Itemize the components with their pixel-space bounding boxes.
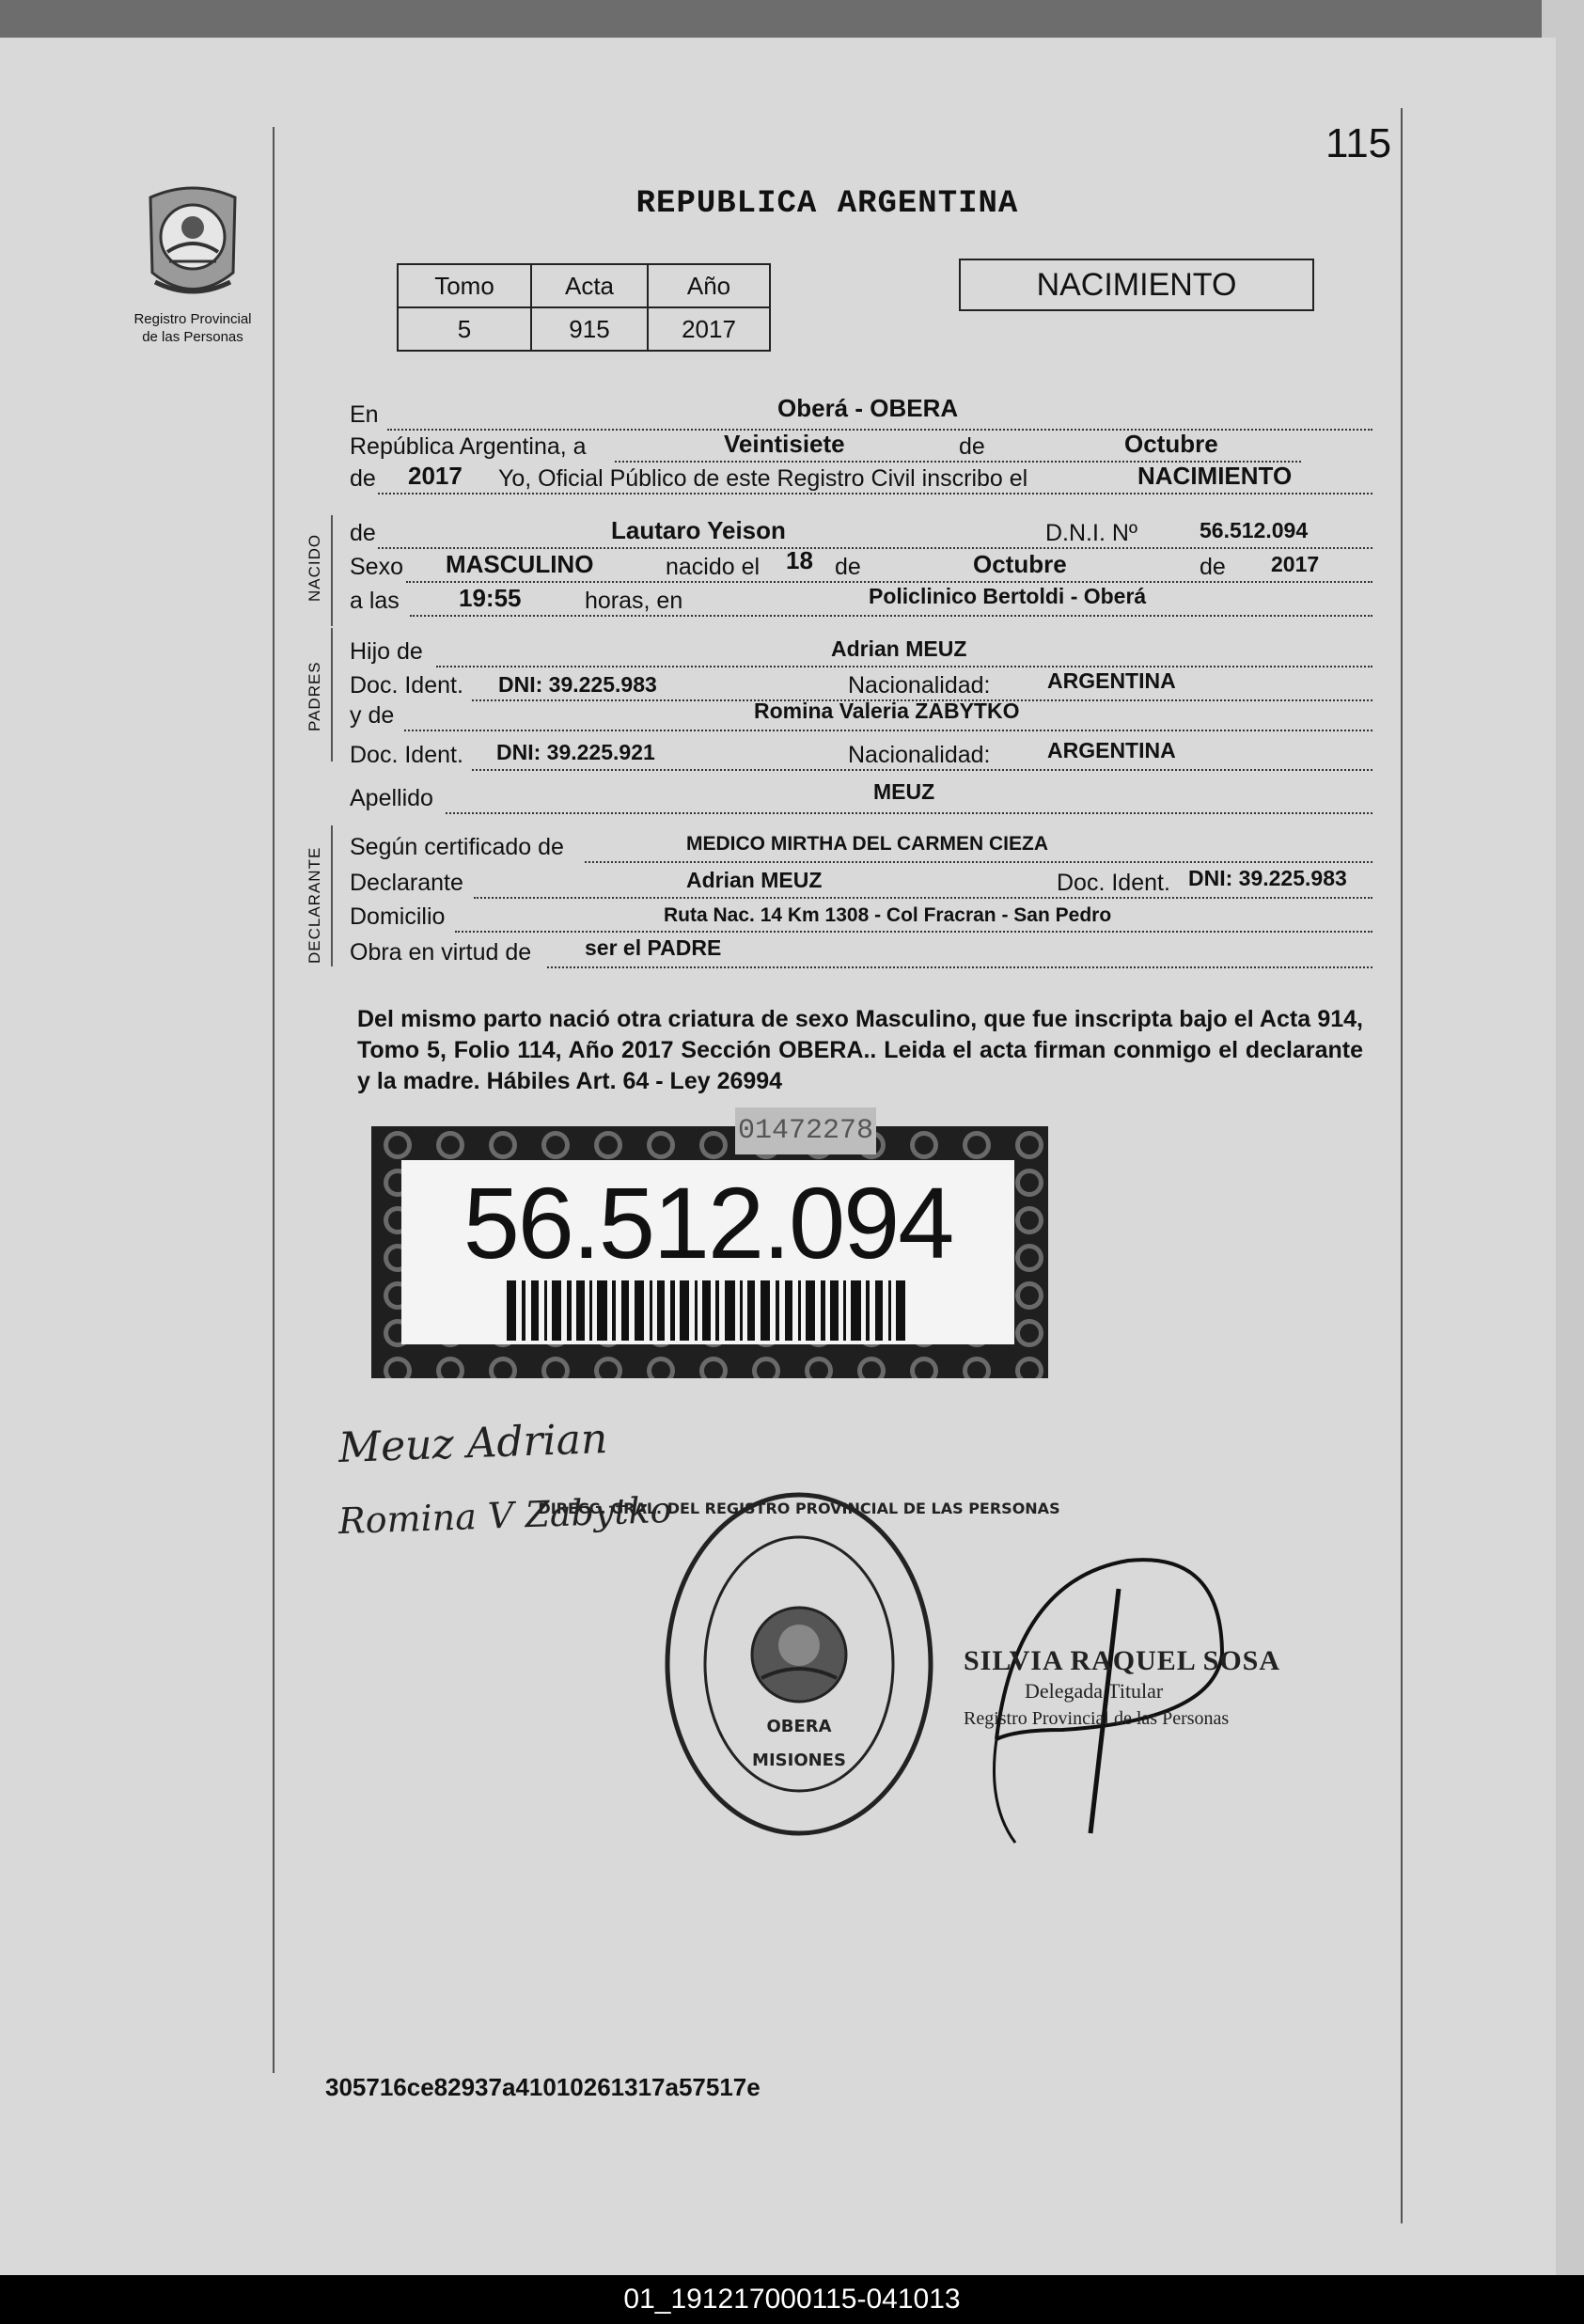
- row-padre-doc: Doc. Ident. DNI: 39.225.983 Nacionalidad: ARGENTINA: [350, 669, 1372, 703]
- scan-footer: 01_191217000115-041013: [0, 2275, 1584, 2324]
- domicilio-value: Ruta Nac. 14 Km 1308 - Col Fracran - San Pedro: [664, 904, 1112, 926]
- obra-value: ser el PADRE: [585, 935, 722, 960]
- dni-value: 56.512.094: [1200, 518, 1309, 542]
- row-declarante: Declarante Adrian MEUZ Doc. Ident. DNI: 39.225.983: [350, 867, 1372, 901]
- anio-header: Año: [648, 264, 770, 307]
- declarante-value: Adrian MEUZ: [686, 868, 823, 892]
- mother-nat-value: ARGENTINA: [1047, 738, 1176, 762]
- declarante-doc-value: DNI: 39.225.983: [1188, 866, 1347, 890]
- document-title: REPUBLICA ARGENTINA: [635, 186, 1019, 222]
- left-margin-line: [273, 127, 274, 2073]
- tomo-header: Tomo: [398, 264, 531, 307]
- birth-month-value: Octubre: [973, 550, 1067, 578]
- row-hora: a las 19:55 horas, en Policlinico Bertoldi - Oberá: [350, 585, 1372, 619]
- page-number: 115: [1325, 120, 1392, 166]
- father-doc-value: DNI: 39.225.983: [498, 672, 657, 697]
- signatory-role: Delegada Titular: [1025, 1679, 1164, 1703]
- father-nat-value: ARGENTINA: [1047, 668, 1176, 693]
- row-sexo: Sexo MASCULINO nacido el 18 de Octubre de 2017: [350, 551, 1372, 585]
- record-table-header: [398, 264, 770, 307]
- province-logo: [122, 179, 263, 346]
- svg-text:DIRECC. GRAL. DEL REGISTRO PRO: DIRECC. GRAL. DEL REGISTRO PROVINCIAL DE LAS PERSONAS: [538, 1500, 1060, 1517]
- name-value: Lautaro Yeison: [611, 516, 786, 544]
- row-nombre: de Lautaro Yeison D.N.I. Nº 56.512.094: [350, 517, 1372, 551]
- serial-stamp: 01472278: [735, 1107, 876, 1154]
- row-certificado: Según certificado de MEDICO MIRTHA DEL CARMEN CIEZA: [350, 831, 1372, 865]
- birth-place-value: Policlinico Bertoldi - Oberá: [869, 584, 1147, 608]
- handwritten-signature-mother: Romina V Zabytko: [337, 1488, 673, 1543]
- birth-time-value: 19:55: [459, 584, 522, 612]
- scan-background-top: [0, 0, 1584, 42]
- row-padre: Hijo de Adrian MEUZ: [350, 636, 1372, 669]
- signatory-office: Registro Provincial de las Personas: [964, 1708, 1230, 1729]
- dni-label-inner: [401, 1160, 1014, 1344]
- sexo-value: MASCULINO: [446, 550, 594, 578]
- dni-label-sticker: [371, 1126, 1048, 1378]
- row-obra: Obra en virtud de ser el PADRE: [350, 936, 1372, 970]
- signatory-block: [964, 1645, 1280, 1732]
- tomo-value: 5: [398, 307, 531, 351]
- row-fecha: República Argentina, a Veintisiete de Octubre: [350, 431, 1372, 464]
- observation-paragraph: Del mismo parto nació otra criatura de sexo Masculino, que fue inscripta bajo el Acta 914, Tomo 5, Folio 114, Año 2017 Sección OBERA.. Leida el acta firman conmigo el declarante y la madre. Hábiles Art. 64 - Ley 26994: [357, 1006, 1363, 1094]
- row-inscribo: de 2017 Yo, Oficial Público de este Registro Civil inscribo el NACIMIENTO: [350, 463, 1372, 496]
- apellido-value: MEUZ: [873, 779, 935, 804]
- anio-value: 2017: [648, 307, 770, 351]
- year-value: 2017: [408, 462, 463, 490]
- record-table-values: [398, 307, 770, 351]
- right-margin-line: [1401, 108, 1403, 2223]
- mother-value: Romina Valeria ZABYTKO: [754, 699, 1020, 723]
- row-domicilio: Domicilio Ruta Nac. 14 Km 1308 - Col Fracran - San Pedro: [350, 901, 1372, 934]
- row-en: En Oberá - OBERA: [350, 399, 1372, 432]
- birth-year-value: 2017: [1271, 552, 1320, 576]
- birth-day-value: 18: [786, 546, 813, 574]
- official-seal: [538, 1485, 1060, 1847]
- document-hash: 305716ce82937a41010261317a57517e: [325, 2073, 761, 2101]
- row-madre: y de Romina Valeria ZABYTKO: [350, 699, 1372, 733]
- inscribo-value: NACIMIENTO: [1137, 462, 1293, 490]
- mother-doc-value: DNI: 39.225.921: [496, 740, 655, 764]
- dni-label-number: 56.512.094: [463, 1166, 953, 1280]
- acta-header: Acta: [531, 264, 648, 307]
- logo-caption: Registro Provincial de las Personas: [133, 311, 252, 345]
- row-madre-doc: Doc. Ident. DNI: 39.225.921 Nacionalidad: ARGENTINA: [350, 739, 1372, 773]
- record-table: [397, 263, 771, 352]
- acta-value: 915: [531, 307, 648, 351]
- section-label-padres: PADRES: [306, 661, 323, 731]
- row-apellido: Apellido MEUZ: [350, 782, 1372, 816]
- handwritten-signature-father: Meuz Adrian: [337, 1415, 609, 1472]
- signatory-name: SILVIA RAQUEL SOSA: [964, 1645, 1281, 1676]
- barcode: [507, 1280, 911, 1341]
- svg-text:MISIONES: MISIONES: [752, 1751, 846, 1770]
- svg-text:OBERA: OBERA: [766, 1717, 832, 1736]
- section-label-nacido: NACIDO: [306, 533, 323, 602]
- month-value: Octubre: [1124, 430, 1218, 458]
- record-type-box: NACIMIENTO: [959, 259, 1314, 311]
- certificado-value: MEDICO MIRTHA DEL CARMEN CIEZA: [686, 833, 1048, 855]
- father-value: Adrian MEUZ: [831, 636, 967, 661]
- section-label-declarante: DECLARANTE: [306, 846, 323, 964]
- day-words-value: Veintisiete: [724, 430, 845, 458]
- place-value: Oberá - OBERA: [777, 394, 959, 422]
